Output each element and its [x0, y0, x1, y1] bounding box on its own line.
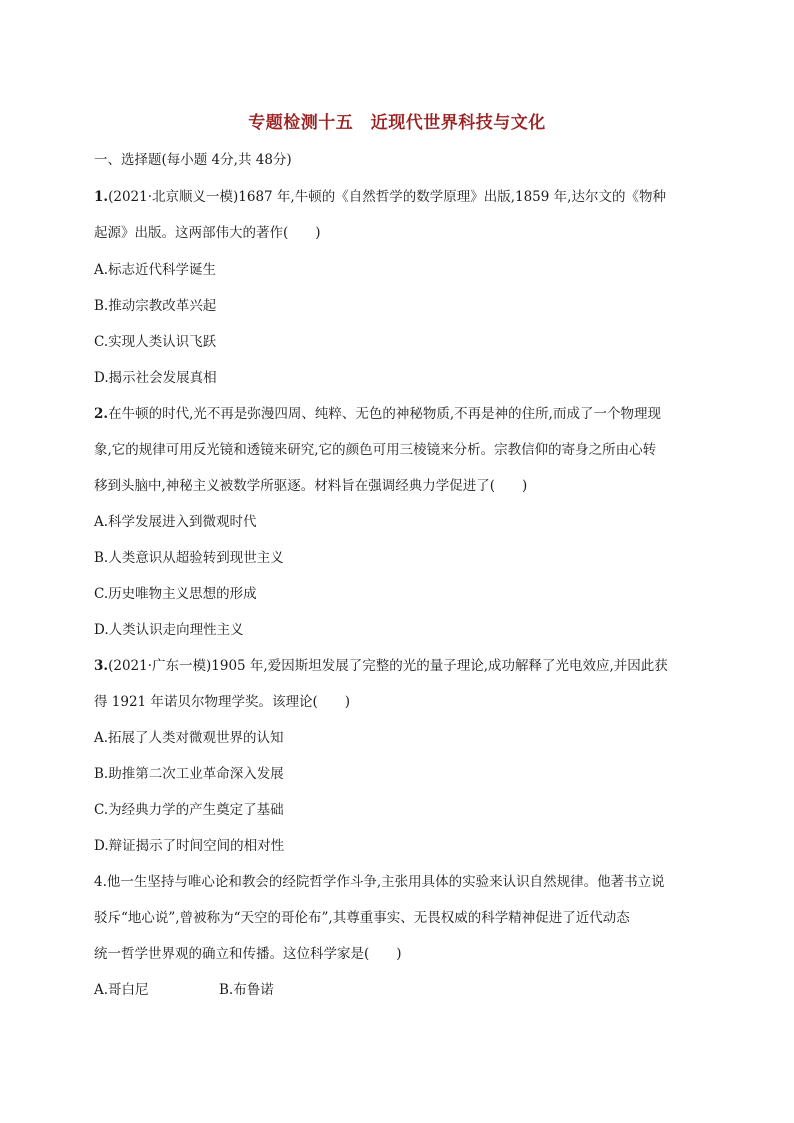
question-4-number: 4. [94, 874, 107, 890]
question-3-option-c: C.为经典力学的产生奠定了基础 [94, 802, 284, 818]
question-3-option-d: D.辩证揭示了时间空间的相对性 [94, 838, 285, 854]
question-4-line-1: 4.他一生坚持与唯心论和教会的经院哲学作斗争,主张用具体的实验来认识自然规律。他著书立说 [94, 874, 665, 890]
question-2-line-1: 2.在牛顿的时代,光不再是弥漫四周、纯粹、无色的神秘物质,不再是神的住所,而成了一个物理现 [94, 406, 661, 422]
question-2-option-c: C.历史唯物主义思想的形成 [94, 586, 257, 602]
question-4-options-row [94, 980, 274, 1000]
question-4-line-2: 驳斥“地心说”,曾被称为“天空的哥伦布”,其尊重事实、无畏权威的科学精神促进了近代动态 [94, 910, 630, 926]
question-1-line-1: 1.(2021·北京顺义一模)1687 年,牛顿的《自然哲学的数学原理》出版,1859 年,达尔文的《物种 [94, 189, 666, 205]
question-2-line-2: 象,它的规律可用反光镜和透镜来研究,它的颜色可用三棱镜来分析。宗教信仰的寄身之所由心转 [94, 442, 657, 458]
question-1-option-a: A.标志近代科学诞生 [94, 262, 217, 278]
question-1-option-d: D.揭示社会发展真相 [94, 370, 217, 386]
page-title: 专题检测十五 近现代世界科技与文化 [248, 113, 546, 133]
question-2-option-a: A.科学发展进入到微观时代 [94, 514, 257, 530]
question-1-option-b: B.推动宗教改革兴起 [94, 298, 217, 314]
question-4-option-b: B.布鲁诺 [219, 982, 274, 998]
question-3-option-a: A.拓展了人类对微观世界的认知 [94, 730, 284, 746]
question-3-number: 3. [94, 658, 109, 674]
question-2-number: 2. [94, 406, 109, 422]
question-2-option-b: B.人类意识从超验转到现世主义 [94, 550, 284, 566]
section-heading: 一、选择题(每小题 4分,共 48分) [94, 152, 292, 168]
question-2-option-d: D.人类认识走向理性主义 [94, 622, 244, 638]
question-3-option-b: B.助推第二次工业革命深入发展 [94, 766, 284, 782]
question-1-option-c: C.实现人类认识飞跃 [94, 334, 217, 350]
question-3-line-2: 得 1921 年诺贝尔物理学奖。该理论( ) [94, 694, 350, 710]
question-4-option-a: A.哥白尼 [94, 982, 149, 998]
question-1-number: 1. [94, 189, 109, 205]
question-2-line-3: 移到头脑中,神秘主义被数学所驱逐。材料旨在强调经典力学促进了( ) [94, 478, 528, 494]
question-3-line-1: 3.(2021·广东一模)1905 年,爱因斯坦发展了完整的光的量子理论,成功解释了光电效应,并因此获 [94, 658, 668, 674]
question-4-line-3: 统一哲学世界观的确立和传播。这位科学家是( ) [94, 946, 402, 962]
question-1-line-2: 起源》出版。这两部伟大的著作( ) [94, 225, 321, 241]
